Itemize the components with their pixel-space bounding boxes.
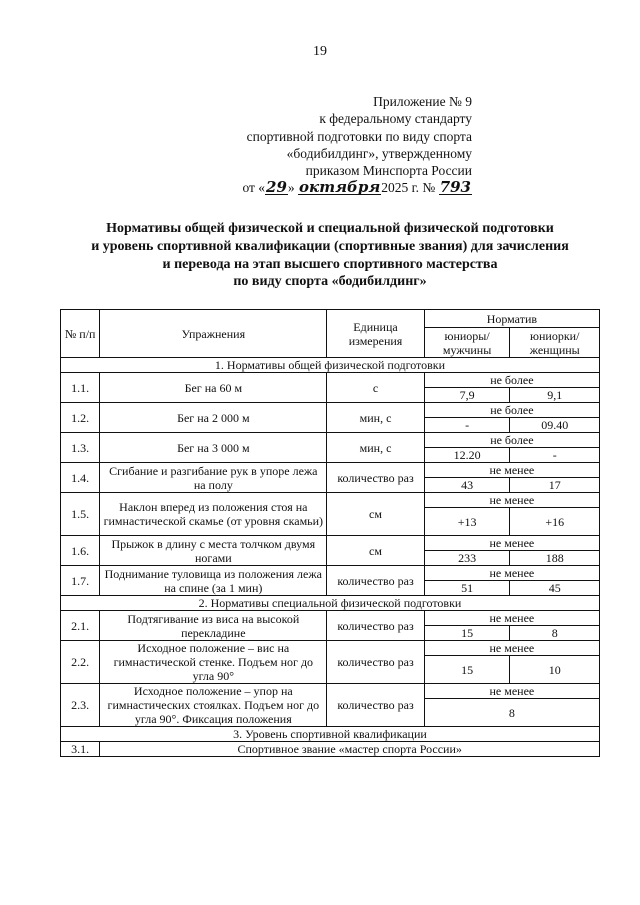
handwritten-day: 29: [266, 178, 287, 197]
row-value-male: 233: [424, 551, 510, 566]
row-value-male: +13: [424, 508, 510, 536]
row-exercise: Исходное положение – упор на гимнастических стоялках. Подъем ног до угла 90°. Фиксация положения: [100, 684, 327, 727]
row-condition: не менее: [424, 536, 599, 551]
row-condition: не менее: [424, 463, 599, 478]
row-unit: мин, с: [327, 433, 424, 463]
row-unit: количество раз: [327, 463, 424, 493]
row-num: 1.1.: [61, 373, 100, 403]
title-line: Нормативы общей физической и специальной физической подготовки: [106, 221, 554, 236]
row-num: 1.3.: [61, 433, 100, 463]
row-num: 1.2.: [61, 403, 100, 433]
row-value-female: 9,1: [510, 388, 600, 403]
row-exercise: Наклон вперед из положения стоя на гимнастической скамье (от уровня скамьи): [100, 493, 327, 536]
row-value-female: 8: [510, 626, 600, 641]
header-juniors-male: юниоры/ мужчины: [424, 328, 510, 358]
section-title: 1. Нормативы общей физической подготовки: [61, 358, 600, 373]
row-condition: не менее: [424, 684, 599, 699]
row-value-male: 7,9: [424, 388, 510, 403]
row-num: 1.4.: [61, 463, 100, 493]
section-title: 3. Уровень спортивной квалификации: [61, 727, 600, 742]
appendix-line: «бодибилдинг», утвержденному: [286, 145, 472, 161]
row-sport-title: Спортивное звание «мастер спорта России»: [100, 742, 600, 757]
document-title: [60, 220, 600, 291]
row-condition: не менее: [424, 641, 599, 656]
row-value-male: 15: [424, 626, 510, 641]
row-value-male: 12.20: [424, 448, 510, 463]
row-unit: мин, с: [327, 403, 424, 433]
row-condition: не менее: [424, 566, 599, 581]
row-value-male: -: [424, 418, 510, 433]
row-value-female: -: [510, 448, 600, 463]
row-unit: с: [327, 373, 424, 403]
header-exercise: Упражнения: [100, 310, 327, 358]
row-exercise: Подтягивание из виса на высокой перекладине: [100, 611, 327, 641]
row-value-male: 51: [424, 581, 510, 596]
header-unit: Единица измерения: [327, 310, 424, 358]
row-exercise: Бег на 60 м: [100, 373, 327, 403]
row-condition: не более: [424, 373, 599, 388]
row-exercise: Бег на 2 000 м: [100, 403, 327, 433]
date-sep: »: [287, 180, 299, 196]
row-condition: не более: [424, 433, 599, 448]
row-value-female: 188: [510, 551, 600, 566]
row-exercise: Сгибание и разгибание рук в упоре лежа на полу: [100, 463, 327, 493]
row-value-female: +16: [510, 508, 600, 536]
row-unit: см: [327, 493, 424, 536]
row-num: 2.1.: [61, 611, 100, 641]
appendix-line: к федеральному стандарту: [319, 111, 472, 127]
row-exercise: Исходное положение – вис на гимнастической стенке. Подъем ног до угла 90°: [100, 641, 327, 684]
appendix-line: спортивной подготовки по виду спорта: [246, 128, 472, 144]
section-title: 2. Нормативы специальной физической подготовки: [61, 596, 600, 611]
header-num: № п/п: [61, 310, 100, 358]
row-unit: количество раз: [327, 566, 424, 596]
row-value-male: 15: [424, 656, 510, 684]
row-value-female: 17: [510, 478, 600, 493]
row-unit: количество раз: [327, 611, 424, 641]
date-prefix: от «: [242, 180, 266, 196]
handwritten-month: октября: [299, 178, 381, 197]
row-condition: не менее: [424, 611, 599, 626]
row-num: 1.6.: [61, 536, 100, 566]
row-unit: количество раз: [327, 684, 424, 727]
row-value-male: 43: [424, 478, 510, 493]
title-line: по виду спорта «бодибилдинг»: [233, 274, 427, 290]
row-value-female: 09.40: [510, 418, 600, 433]
row-condition: не менее: [424, 493, 599, 508]
header-juniors-female: юниорки/ женщины: [510, 328, 600, 358]
row-value-both: 8: [424, 699, 599, 727]
row-condition: не более: [424, 403, 599, 418]
year-text: 2025 г. №: [381, 180, 439, 196]
page-number: 19: [313, 44, 327, 59]
row-num: 3.1.: [61, 742, 100, 757]
row-num: 2.2.: [61, 641, 100, 684]
row-value-female: 45: [510, 581, 600, 596]
header-norm: Норматив: [424, 310, 599, 328]
row-unit: см: [327, 536, 424, 566]
row-num: 1.5.: [61, 493, 100, 536]
title-line: и перевода на этап высшего спортивного мастерства: [162, 256, 498, 272]
row-exercise: Бег на 3 000 м: [100, 433, 327, 463]
row-exercise: Прыжок в длину с места толчком двумя ногами: [100, 536, 327, 566]
row-num: 2.3.: [61, 684, 100, 727]
row-value-female: 10: [510, 656, 600, 684]
row-num: 1.7.: [61, 566, 100, 596]
appendix-header: [172, 93, 472, 197]
appendix-line: Приложение № 9: [373, 94, 472, 109]
handwritten-number: 793: [439, 178, 471, 197]
appendix-line: приказом Минспорта России: [305, 163, 472, 179]
title-line: и уровень спортивной квалификации (спортивные звания) для зачисления: [91, 238, 569, 254]
order-date-line: [172, 179, 472, 196]
row-exercise: Поднимание туловища из положения лежа на спине (за 1 мин): [100, 566, 327, 596]
row-unit: количество раз: [327, 641, 424, 684]
norms-table: [60, 309, 600, 757]
